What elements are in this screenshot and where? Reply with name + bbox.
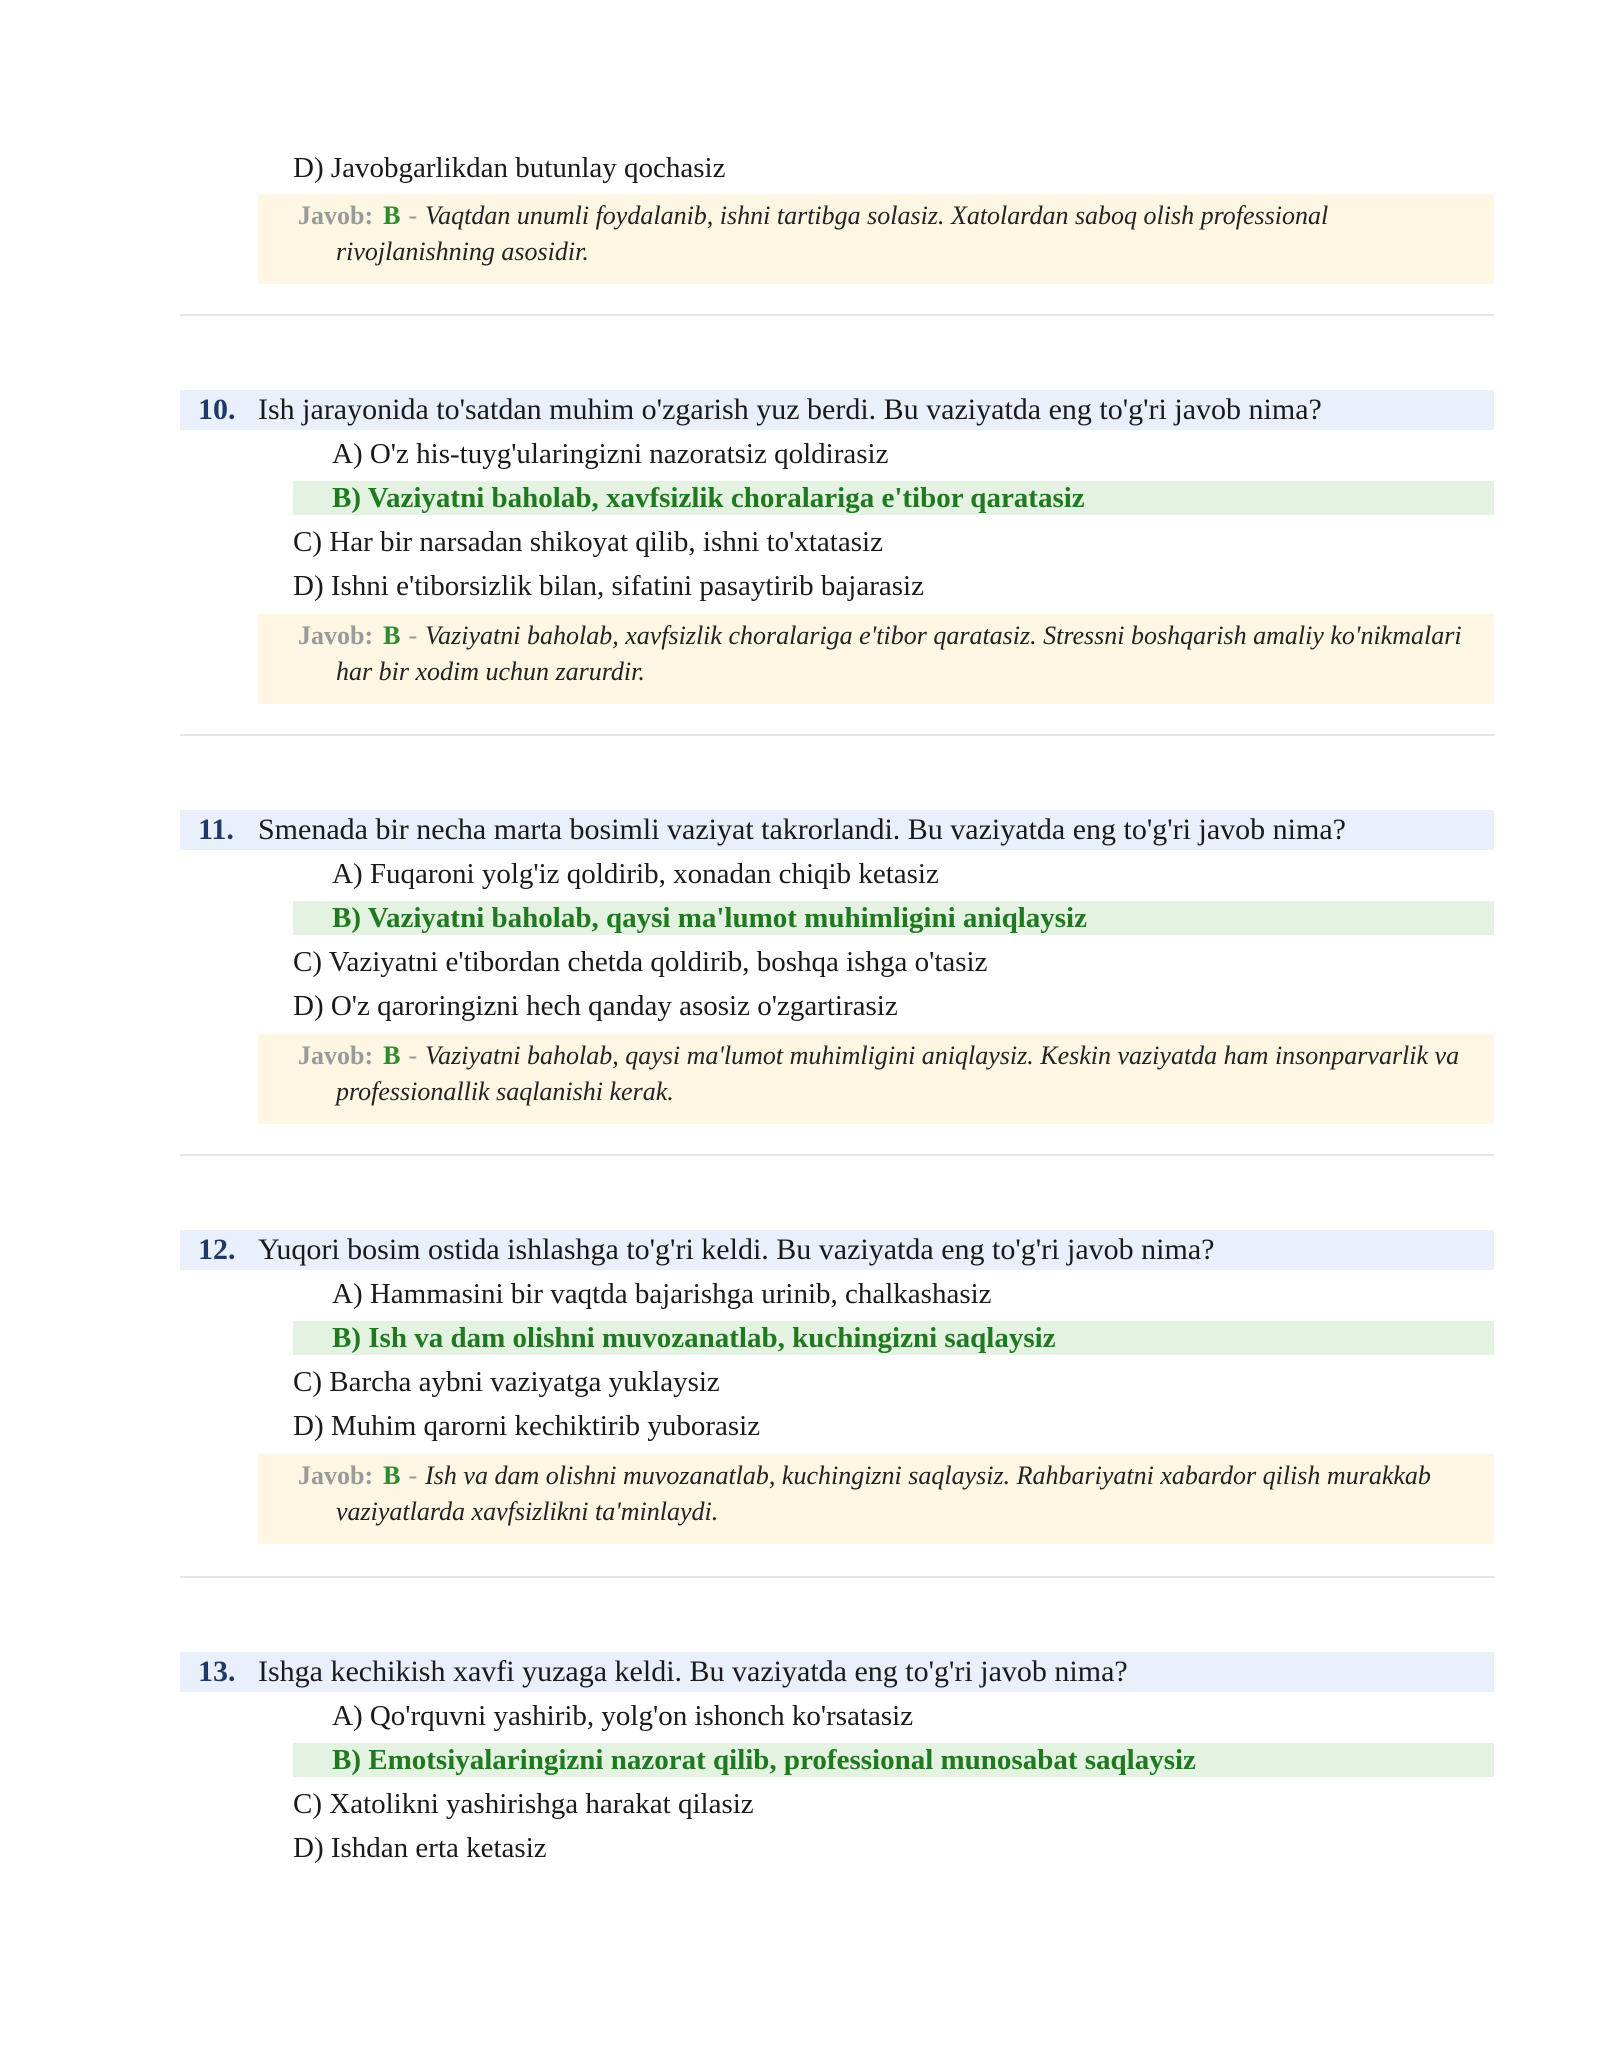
option-a: A) Qo'rquvni yashirib, yolg'on ishonch ko'rsatasiz xyxy=(332,1700,914,1732)
answer-label: Javob: xyxy=(298,1461,374,1490)
option-d: D) Ishni e'tiborsizlik bilan, sifatini pasaytirib bajarasiz xyxy=(293,570,924,602)
option-d: D) O'z qaroringizni hech qanday asosiz o'zgartirasiz xyxy=(293,990,898,1022)
answer-box xyxy=(258,614,1494,704)
answer-letter: B xyxy=(383,1461,401,1490)
option-a: A) Fuqaroni yolg'iz qoldirib, xonadan chiqib ketasiz xyxy=(332,858,939,890)
divider xyxy=(180,314,1494,316)
question-number: 10. xyxy=(198,393,236,426)
option-d: D) Javobgarlikdan butunlay qochasiz xyxy=(293,152,726,184)
answer-explanation: Vaziyatni baholab, xavfsizlik choralariga e'tibor qaratasiz. Stressni boshqarish amaliy ko'nikmalari har bir xodim uchun zarurdir. xyxy=(336,621,1462,686)
answer-explanation: Vaziyatni baholab, qaysi ma'lumot muhimligini aniqlaysiz. Keskin vaziyatda ham insonparvarlik va professionallik saqlanishi kerak. xyxy=(336,1041,1460,1106)
divider xyxy=(180,734,1494,736)
option-b-correct: B) Emotsiyalaringizni nazorat qilib, professional munosabat saqlaysiz xyxy=(293,1743,1494,1777)
option-d: D) Muhim qarorni kechiktirib yuborasiz xyxy=(293,1410,761,1442)
answer-letter: B xyxy=(383,201,401,230)
option-b-correct: B) Vaziyatni baholab, qaysi ma'lumot muhimligini aniqlaysiz xyxy=(293,901,1494,935)
question-text: Ish jarayonida to'satdan muhim o'zgarish yuz berdi. Bu vaziyatda eng to'g'ri javob nima? xyxy=(258,393,1322,426)
answer-dash: - xyxy=(408,1041,418,1070)
question-header xyxy=(180,390,1494,430)
option-b-correct: B) Ish va dam olishni muvozanatlab, kuchingizni saqlaysiz xyxy=(293,1321,1494,1355)
option-c: C) Barcha aybni vaziyatga yuklaysiz xyxy=(293,1366,720,1398)
answer-label: Javob: xyxy=(298,621,374,650)
divider xyxy=(180,1576,1494,1578)
question-text: Smenada bir necha marta bosimli vaziyat takrorlandi. Bu vaziyatda eng to'g'ri javob nima? xyxy=(258,813,1346,846)
option-a: A) O'z his-tuyg'ularingizni nazoratsiz qoldirasiz xyxy=(332,438,889,470)
question-number: 12. xyxy=(198,1233,236,1266)
option-d: D) Ishdan erta ketasiz xyxy=(293,1832,547,1864)
question-10 xyxy=(180,390,1494,704)
question-text: Ishga kechikish xavfi yuzaga keldi. Bu vaziyatda eng to'g'ri javob nima? xyxy=(258,1655,1128,1688)
answer-explanation: Ish va dam olishni muvozanatlab, kuchingizni saqlaysiz. Rahbariyatni xabardor qilish murakkab vaziyatlarda xavfsizlikni ta'minlaydi. xyxy=(336,1461,1431,1526)
answer-letter: B xyxy=(383,621,401,650)
answer-label: Javob: xyxy=(298,1041,374,1070)
answer-dash: - xyxy=(408,201,418,230)
option-a: A) Hammasini bir vaqtda bajarishga urinib, chalkashasiz xyxy=(332,1278,992,1310)
option-b-correct: B) Vaziyatni baholab, xavfsizlik choralariga e'tibor qaratasiz xyxy=(293,481,1494,515)
answer-dash: - xyxy=(408,1461,418,1490)
question-number: 11. xyxy=(198,813,234,846)
answer-dash: - xyxy=(408,621,418,650)
option-c: C) Vaziyatni e'tibordan chetda qoldirib, boshqa ishga o'tasiz xyxy=(293,946,988,978)
answer-box xyxy=(258,1034,1494,1124)
question-13 xyxy=(180,1652,1494,1870)
question-number: 13. xyxy=(198,1655,236,1688)
question-header xyxy=(180,1230,1494,1270)
answer-explanation: Vaqtdan unumli foydalanib, ishni tartibga solasiz. Xatolardan saboq olish professional rivojlanishning asosidir. xyxy=(336,201,1329,266)
answer-label: Javob: xyxy=(298,201,374,230)
answer-box xyxy=(258,194,1494,284)
question-header xyxy=(180,1652,1494,1692)
divider xyxy=(180,1154,1494,1156)
question-text: Yuqori bosim ostida ishlashga to'g'ri keldi. Bu vaziyatda eng to'g'ri javob nima? xyxy=(258,1233,1215,1266)
answer-box xyxy=(258,1454,1494,1544)
answer-letter: B xyxy=(383,1041,401,1070)
question-12 xyxy=(180,1230,1494,1544)
question-header xyxy=(180,810,1494,850)
option-c: C) Xatolikni yashirishga harakat qilasiz xyxy=(293,1788,754,1820)
option-c: C) Har bir narsadan shikoyat qilib, ishni to'xtatasiz xyxy=(293,526,883,558)
question-9-tail xyxy=(180,146,1494,284)
question-11 xyxy=(180,810,1494,1124)
